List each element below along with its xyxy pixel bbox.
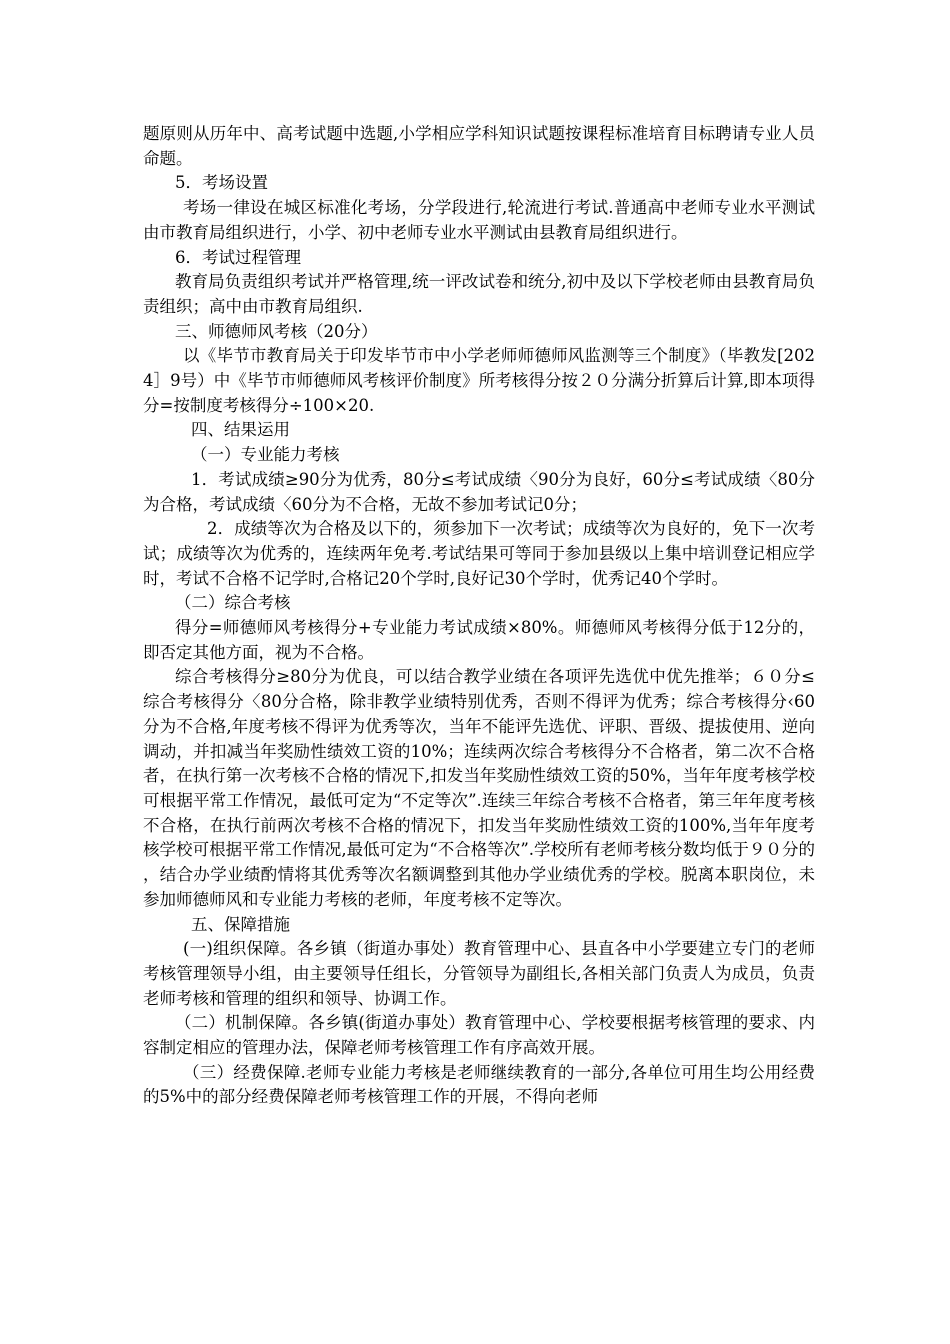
paragraph-comprehensive-grades: 综合考核得分≥80分为优良，可以结合教学业绩在各项评先选优中优先推举；６０分≤综合考核得分〈80分合格，除非教学业绩特别优秀，否则不得评为优秀；综合考核得分‹60分为不合格,年度考核不得评为优秀等次，当年不能评先选优、评职、晋级、提拔使用、逆向调动，并扣减当年奖励性绩效工资的10%；连续两次综合考核得分不合格者，第二次不合格者，在执行第一次考核不合格的情况下,扣发当年奖励性绩效工资的50%，当年年度考核学校可根据平常工作情况，最低可定为“不定等次”.连续三年综合考核不合格者，第三年年度考核不合格，在执行前两次考核不合格的情况下，扣发当年奖励性绩效工资的100%,当年年度考核学校可根据平常工作情况,最低可定为“不合格等次”.学校所有老师考核分数均低于９０分的，结合办学业绩酌情将其优秀等次名额调整到其他办学业绩优秀的学校。脱离本职岗位，未参加师德师风和专业能力考核的老师，年度考核不定等次。 — [143, 667, 815, 909]
paragraph-ethics-assessment: 以《毕节市教育局关于印发毕节市中小学老师师德师风监测等三个制度》（毕教发[2024］9号）中《毕节市师德师风考核评价制度》所考核得分按２０分满分折算后计算,即本项得分=按制度考核得分÷100×20. — [143, 346, 815, 415]
heading-result-application: 四、结果运用 — [191, 420, 290, 440]
paragraph-score-grades: 1．考试成绩≥90分为优秀，80分≤考试成绩〈90分为良好，60分≤考试成绩〈80分为合格，考试成绩〈60分为不合格，无故不参加考试记0分； — [143, 469, 815, 514]
heading-safeguards: 五、保障措施 — [191, 914, 290, 934]
heading-exam-process-management: 6．考试过程管理 — [175, 247, 301, 267]
heading-comprehensive-assessment: （二）综合考核 — [175, 593, 291, 613]
heading-ethics-assessment: 三、师德师风考核（20分） — [175, 321, 378, 341]
paragraph-exam-venue: 考场一律设在城区标准化考场，分学段进行,轮流进行考试.普通高中老师专业水平测试由市教育局组织进行，小学、初中老师专业水平测试由县教育局组织进行。 — [143, 198, 815, 242]
document-body — [143, 122, 815, 1110]
paragraph-funding-safeguard: （三）经费保障.老师专业能力考核是老师继续教育的一部分,各单位可用生均公用经费的5%中的部分经费保障老师考核管理工作的开展，不得向老师 — [143, 1062, 815, 1107]
paragraph-grade-consequences: 2．成绩等次为合格及以下的，须参加下一次考试；成绩等次为良好的，免下一次考试；成绩等次为优秀的，连续两年免考.考试结果可等同于参加县级以上集中培训登记相应学时，考试不合格不记学时,合格记20个学时,良好记30个学时，优秀记40个学时。 — [143, 519, 815, 588]
paragraph-organization-safeguard: (一)组织保障。各乡镇（街道办事处）教育管理中心、县直各中小学要建立专门的老师考核管理领导小组，由主要领导任组长，分管领导为副组长,各相关部门负责人为成员，负责老师考核和管理的组织和领导、协调工作。 — [143, 939, 815, 1008]
paragraph-mechanism-safeguard: （二）机制保障。各乡镇(街道办事处）教育管理中心、学校要根据考核管理的要求、内容制定相应的管理办法，保障老师考核管理工作有序高效开展。 — [143, 1013, 815, 1058]
paragraph-score-formula: 得分=师德师风考核得分+专业能力考试成绩×80%。师德师风考核得分低于12分的，即否定其他方面，视为不合格。 — [143, 618, 815, 662]
heading-exam-venue-setup: 5．考场设置 — [175, 173, 268, 193]
heading-professional-ability: （一）专业能力考核 — [191, 445, 340, 465]
paragraph-exam-question-source: 题原则从历年中、高考试题中选题,小学相应学科知识试题按课程标准培育目标聘请专业人员命题。 — [143, 124, 815, 168]
paragraph-exam-process: 教育局负责组织考试并严格管理,统一评改试卷和统分,初中及以下学校老师由县教育局负责组织；高中由市教育局组织. — [143, 272, 815, 316]
